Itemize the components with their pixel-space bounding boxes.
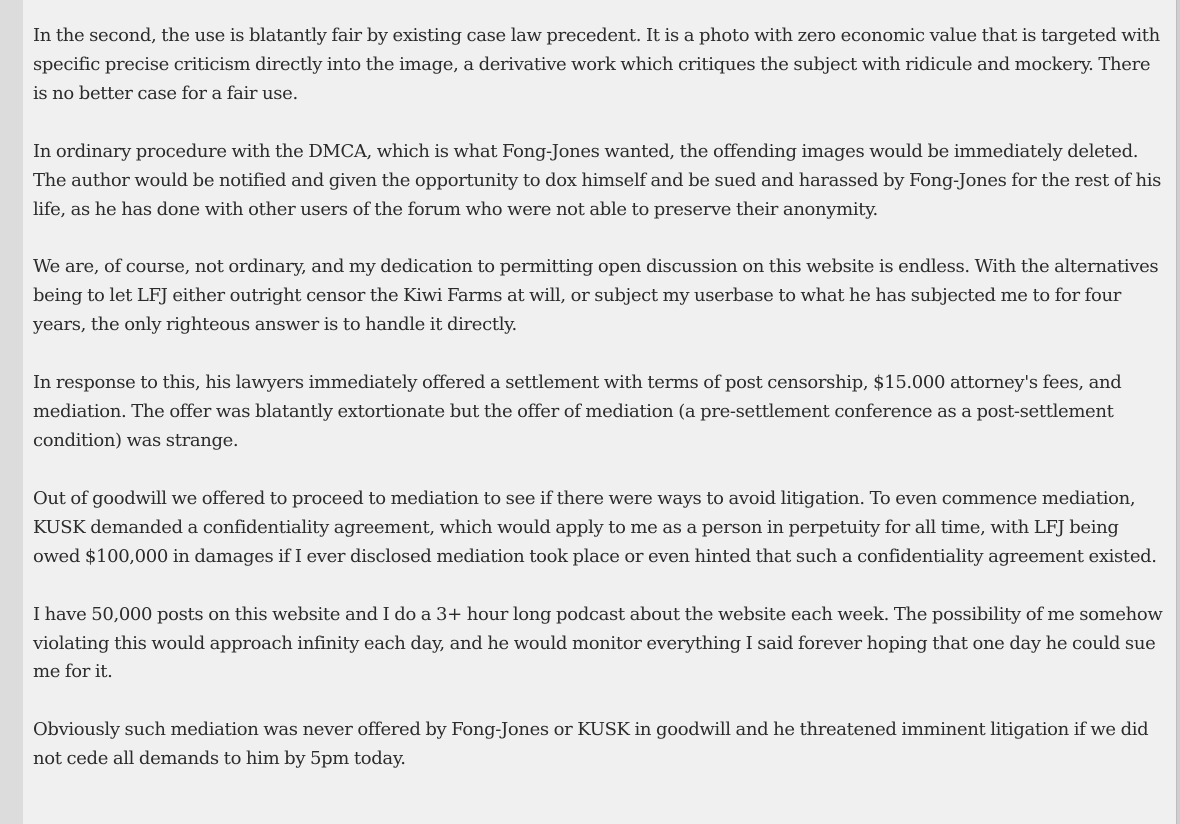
post-paragraph: In ordinary procedure with the DMCA, which is what Fong-Jones wanted, the offending images would be immediately deleted. The author would be notified and given the opportunity to dox himself and be sued and harassed by Fong-Jones for the rest of his life, as he has done with other users of the forum who were not able to preserve their anonymity. [33,140,1162,220]
post-paragraph: In the second, the use is blatantly fair by existing case law precedent. It is a photo with zero economic value that is targeted with specific precise criticism directly into the image, a derivative work which critiques the subject with ridicule and mockery. There is no better case for a fair use. [33,25,1160,104]
post-paragraph: Obviously such mediation was never offered by Fong-Jones or KUSK in goodwill and he threatened imminent litigation if we did not cede all demands to him by 5pm today. [33,719,1149,770]
post-paragraph: I have 50,000 posts on this website and I do a 3+ hour long podcast about the website each week. The possibility of me somehow violating this would approach infinity each day, and he would monitor everything I said forever hoping that one day he could sue me for it. [33,603,1163,683]
post-paragraph: In response to this, his lawyers immediately offered a settlement with terms of post censorship, $15.000 attorney's fees, and mediation. The offer was blatantly extortionate but the offer of mediation (a pre-settlement conference as a post-settlement condition) was strange. [33,372,1122,451]
post-right-border [1176,0,1180,824]
post-body [23,0,1176,824]
post-left-gutter [0,0,23,824]
post-paragraph: We are, of course, not ordinary, and my dedication to permitting open discussion on this website is endless. With the alternatives being to let LFJ either outright censor the Kiwi Farms at will, or subject my userbase to what he has subjected me to for four years, the only righteous answer is to handle it directly. [33,256,1159,336]
post-paragraph: Out of goodwill we offered to proceed to mediation to see if there were ways to avoid litigation. To even commence mediation, KUSK demanded a confidentiality agreement, which would apply to me as a person in perpetuity for all time, with LFJ being owed $100,000 in damages if I ever disclosed mediation took place or even hinted that such a confidentiality agreement existed. [33,487,1157,567]
